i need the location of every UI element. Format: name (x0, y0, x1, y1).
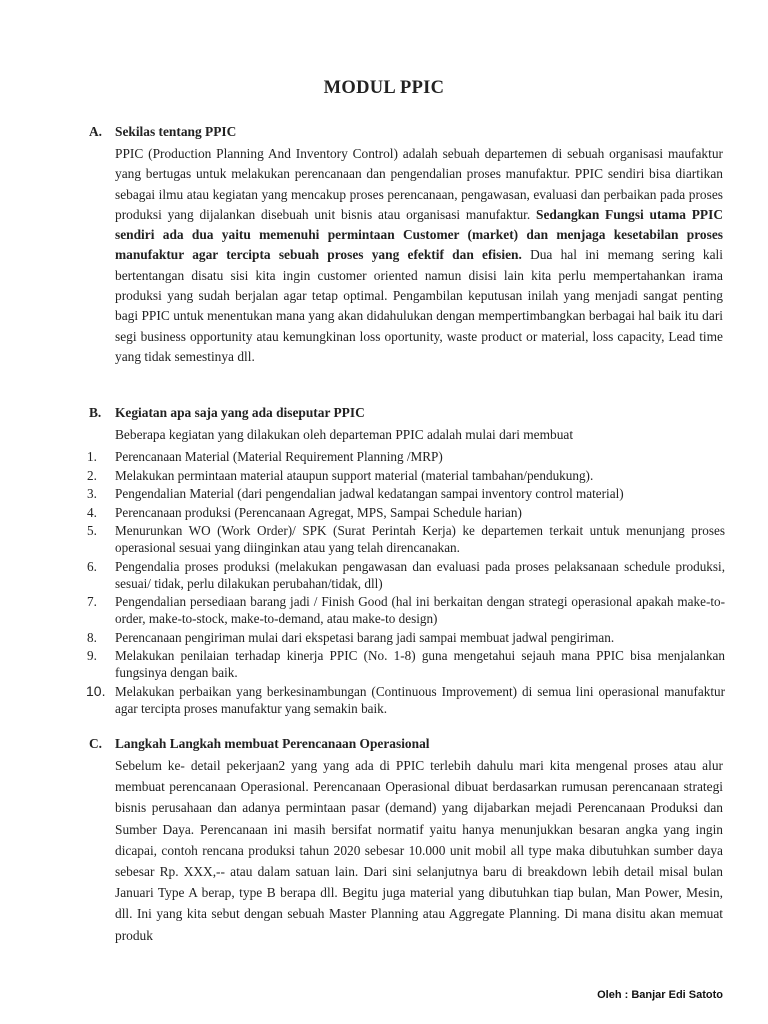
section-c-paragraph: Sebelum ke- detail pekerjaan2 yang yang ada di PPIC terlebih dahulu mari kita mengenal proses atau alur membuat perencanaan Operasional. Perencanaan Operasional dibuat berdasarkan rumusan perencanaan strategi bisnis perusahaan dan adanya permintaan pasar (demand) yang dijabarkan mejadi Perencanaan Produksi dan Sumber Daya. Perencanaan ini masih bersifat normatif yaitu hanya menunjukkan besaran angka yang ingin dicapai, contoh rencana produksi tahun 2020 sebesar 10.000 unit mobil all type maka dibutuhkan sumber daya sebesar Rp. XXX,-- atau dalam satuan lain. Dari sini selanjutnya baru di breakdown lebih detail misal bulan Januari Type A berap, type B berapa dll. Begitu juga material yang dibutuhkan tiap bulan, Man Power, Mesin, dll. Ini yang kita sebut dengan sebuah Master Planning atau Aggregate Planning. Di mana disitu akan memuat produk (115, 758, 723, 943)
list-item-number: 1. (87, 449, 97, 464)
list-item (83, 522, 725, 556)
list-item-number: 2. (87, 467, 97, 483)
page-title: MODUL PPIC (323, 78, 445, 98)
list-item-text: Melakukan perbaikan yang berkesinambungan (Continuous Improvement) di semua lini operasional manufaktur agar tercipta proses manufaktur yang semakin baik. (115, 683, 725, 716)
list-item (83, 593, 725, 627)
list-item-number: 5. (87, 523, 97, 538)
list-item-number: 8. (87, 629, 97, 645)
list-item (83, 485, 725, 502)
list-item (83, 647, 725, 681)
list-item (83, 683, 725, 717)
author-credit: Oleh : Banjar Edi Satoto (597, 989, 723, 1001)
list-item-text: Perencanaan produksi (Perencanaan Agregat, MPS, Sampai Schedule harian) (115, 504, 522, 520)
section-c-title: Langkah Langkah membuat Perencanaan Operasional (115, 736, 430, 751)
list-item (83, 448, 725, 465)
list-item-number: 7. (87, 594, 97, 609)
section-a-bold-text: Sedangkan Fungsi utama PPIC sendiri ada dua yaitu memenuhi permintaan Customer (market) dan menjaga kesetabilan proses manufaktur agar tercipta sebuah proses yang efektif dan efisien. (115, 206, 723, 263)
list-item-text: Perencanaan Material (Material Requirement Planning /MRP) (115, 449, 443, 464)
list-item-text: Pengendalian Material (dari pengendalian jadwal kedatangan sampai inventory control material) (115, 486, 624, 501)
list-item-text: Menurunkan WO (Work Order)/ SPK (Surat Perintah Kerja) ke departemen terkait untuk menunjang proses operasional sesuai yang diinginkan atau yang telah direncanakan. (115, 523, 725, 555)
list-item-text: Melakukan permintaan material ataupun support material (material tambahan/pendukung). (115, 467, 594, 483)
list-item-text: Pengendalia proses produksi (melakukan pengawasan dan evaluasi pada proses pelaksanaan schedule produksi, sesuai/ tidak, perlu dilakukan perubahan/tidak, dll) (115, 558, 725, 591)
section-a-text-2: Dua hal ini memang sering kali bertentangan disatu sisi kita ingin customer oriented namun disisi lain kita perlu mempertahankan irama produksi yang sudah berjalan agar tetap optimal. Pengambilan keputusan inilah yang menjadi sangat penting bagi PPIC untuk menentukan mana yang akan didahulukan dengan mempertimbangkan berbagai hal baik itu dari segi business opportunity atau kemungkinan loss oportunity, waste product or material, loss capacity, Lead time yang tidak semestinya dll. (115, 247, 723, 364)
list-item (83, 558, 725, 592)
section-a-paragraph (115, 144, 723, 367)
section-b-heading (89, 405, 365, 421)
activity-list (83, 448, 725, 718)
list-item-number: 4. (87, 504, 97, 520)
section-c-heading (89, 736, 429, 752)
section-b-title: Kegiatan apa saja yang ada diseputar PPIC (115, 405, 365, 420)
section-c-letter: C. (89, 736, 103, 751)
section-b-intro: Beberapa kegiatan yang dilakukan oleh departeman PPIC adalah mulai dari membuat (115, 427, 574, 442)
list-item (83, 629, 725, 646)
list-item-text: Melakukan penilaian terhadap kinerja PPIC (No. 1-8) guna mengetahui sejauh mana PPIC bisa menjalankan fungsinya dengan baik. (115, 648, 725, 680)
list-item-text: Pengendalian persediaan barang jadi / Finish Good (hal ini berkaitan dengan strategi operasional apakah make-to-order, make-to-stock, make-to-demand, atau make-to design) (115, 594, 725, 626)
section-a-heading (89, 124, 236, 140)
section-b-letter: B. (89, 405, 102, 420)
list-item-number: 3. (87, 486, 97, 501)
section-a-title: Sekilas tentang PPIC (115, 124, 237, 139)
list-item-number: 6. (87, 558, 97, 574)
list-item-number: 9. (87, 648, 97, 663)
section-a-letter: A. (89, 124, 103, 139)
section-a-text-1: PPIC (Production Planning And Inventory Control) adalah sebuah departemen di sebuah organisasi maufaktur yang bertugas untuk melakukan perencanaan dan pengendalian proses manufaktur. PPIC sendiri bisa diartikan sebagai ilmu atau kegiatan yang mencakup proses perencanaan, pengawasan, evaluasi dan perbaikan pada proses produksi yang dijalankan disebuah unit bisnis atau organisasi manufaktur. (115, 146, 723, 222)
list-item-text: Perencanaan pengiriman mulai dari ekspetasi barang jadi sampai membuat jadwal pengiriman. (115, 629, 615, 645)
list-item (83, 467, 725, 484)
list-item (83, 504, 725, 521)
list-item-number: 10. (86, 682, 106, 699)
